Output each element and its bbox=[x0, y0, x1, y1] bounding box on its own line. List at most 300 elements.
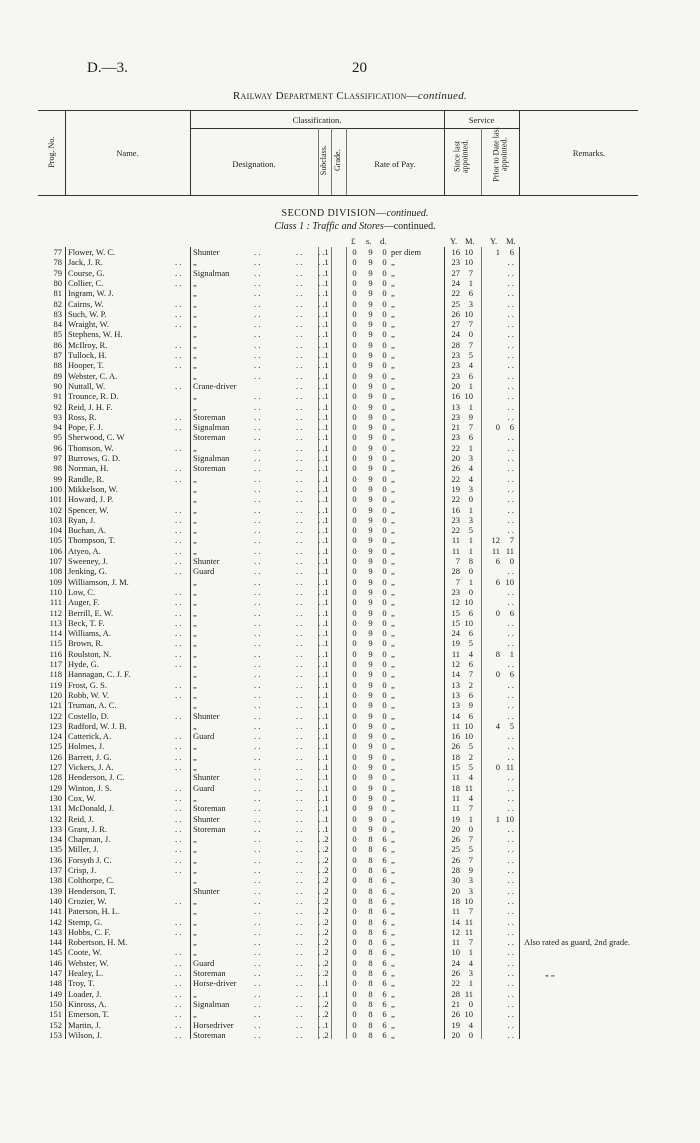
cell-designation-leader: . . bbox=[254, 710, 261, 721]
cell-rate-pounds: 0 bbox=[352, 401, 357, 412]
cell-name: Burrows, G. D. bbox=[68, 453, 121, 463]
cell-prog-no: 81 bbox=[53, 288, 62, 299]
cell-designation-leader: . . bbox=[254, 895, 261, 906]
cell-designation: „ bbox=[193, 988, 197, 999]
cell-name: Paterson, H. L. bbox=[68, 906, 120, 917]
cell-subclass: 1 bbox=[324, 576, 329, 587]
cell-since-months: 6 bbox=[468, 288, 473, 299]
cell-rate-unit: „ bbox=[391, 895, 395, 906]
cell-designation-leader: . . bbox=[254, 762, 261, 772]
cell-rate-pounds: 0 bbox=[352, 566, 357, 577]
cell-prior-months: . . bbox=[507, 998, 514, 1009]
cell-rate-pence: 6 bbox=[382, 916, 387, 927]
cell-rate-shillings: 8 bbox=[368, 875, 373, 886]
cell-designation-leader: . . bbox=[254, 978, 261, 989]
cell-designation-leader: . . bbox=[254, 288, 261, 299]
cell-designation-leader: . . bbox=[318, 638, 325, 649]
cell-designation-leader: . . bbox=[318, 844, 325, 855]
cell-since-years: 15 bbox=[451, 762, 460, 772]
cell-prior-years: 6 bbox=[495, 576, 500, 587]
cell-rate-pence: 6 bbox=[382, 988, 387, 999]
cell-designation-leader: . . bbox=[296, 957, 303, 968]
cell-name-leader: . . bbox=[175, 473, 182, 484]
cell-since-months: 3 bbox=[468, 483, 473, 494]
cell-rate-pence: 6 bbox=[382, 844, 387, 855]
cell-designation: „ bbox=[193, 525, 197, 536]
cell-subclass: 1 bbox=[324, 411, 329, 422]
cell-designation-leader: . . bbox=[318, 689, 325, 700]
cell-rate-unit: „ bbox=[391, 648, 395, 659]
cell-since-months: 1 bbox=[468, 504, 473, 515]
cell-rate-shillings: 9 bbox=[368, 689, 373, 700]
cell-rate-unit: „ bbox=[391, 288, 395, 299]
cell-subclass: 1 bbox=[324, 483, 329, 494]
cell-rate-pounds: 0 bbox=[352, 700, 357, 711]
cell-prior-months: . . bbox=[507, 731, 514, 742]
cell-rate-pence: 6 bbox=[382, 854, 387, 865]
cell-name-leader: . . bbox=[175, 257, 182, 268]
cell-subclass: 2 bbox=[324, 865, 329, 875]
cell-rate-shillings: 9 bbox=[368, 607, 373, 618]
cell-rate-unit: „ bbox=[391, 710, 395, 721]
cell-designation-leader: . . bbox=[296, 319, 303, 330]
cell-rate-shillings: 9 bbox=[368, 823, 373, 834]
cell-designation-leader: . . bbox=[318, 978, 325, 989]
cell-rate-pounds: 0 bbox=[352, 545, 357, 556]
cell-rate-pounds: 0 bbox=[352, 298, 357, 309]
cell-prior-months: . . bbox=[507, 298, 514, 309]
cell-prog-no: 148 bbox=[49, 978, 62, 989]
cell-rate-unit: „ bbox=[391, 319, 395, 330]
cell-designation-leader: . . bbox=[318, 854, 325, 865]
cell-rate-pounds: 0 bbox=[352, 689, 357, 700]
cell-since-months: 6 bbox=[468, 710, 473, 721]
table-row bbox=[0, 700, 700, 710]
cell-prog-no: 95 bbox=[53, 432, 62, 443]
classification-rule bbox=[190, 128, 444, 129]
cell-prog-no: 108 bbox=[49, 566, 62, 577]
cell-rate-pounds: 0 bbox=[352, 525, 357, 536]
cell-designation-leader: . . bbox=[254, 885, 261, 896]
cell-prog-no: 96 bbox=[53, 442, 62, 453]
cell-designation: „ bbox=[193, 391, 197, 402]
table-row bbox=[0, 958, 700, 968]
cell-designation-leader: . . bbox=[318, 710, 325, 721]
cell-since-years: 22 bbox=[451, 978, 460, 989]
cell-name: Barrett, J. G. bbox=[68, 751, 112, 762]
cell-prior-months: 7 bbox=[509, 535, 514, 546]
cell-rate-pence: 0 bbox=[382, 350, 387, 360]
cell-name-leader: . . bbox=[175, 741, 182, 752]
unit-years-since: Y. bbox=[450, 236, 458, 246]
cell-rate-pounds: 0 bbox=[352, 1019, 357, 1030]
cell-designation: „ bbox=[193, 916, 197, 927]
cell-subclass: 2 bbox=[324, 998, 329, 1009]
cell-rate-pence: 0 bbox=[382, 762, 387, 772]
cell-subclass: 1 bbox=[324, 535, 329, 546]
cell-designation-leader: . . bbox=[318, 401, 325, 412]
cell-prog-no: 136 bbox=[49, 854, 62, 865]
cell-since-months: 5 bbox=[468, 762, 473, 772]
cell-subclass: 1 bbox=[324, 380, 329, 391]
table-row bbox=[0, 422, 700, 432]
cell-name: Williams, A. bbox=[68, 628, 111, 639]
cell-designation-leader: . . bbox=[296, 360, 303, 371]
cell-rate-pounds: 0 bbox=[352, 947, 357, 958]
cell-since-years: 18 bbox=[451, 751, 460, 762]
cell-designation-leader: . . bbox=[254, 473, 261, 484]
cell-since-months: 0 bbox=[468, 494, 473, 505]
cell-prior-months: . . bbox=[507, 885, 514, 896]
cell-prog-no: 115 bbox=[49, 638, 62, 649]
cell-rate-unit: „ bbox=[391, 968, 395, 978]
table-row bbox=[0, 566, 700, 576]
cell-prog-no: 153 bbox=[49, 1029, 62, 1040]
cell-name-leader: . . bbox=[175, 350, 182, 360]
cell-prior-months: . . bbox=[507, 401, 514, 412]
cell-rate-pounds: 0 bbox=[352, 720, 357, 731]
table-row bbox=[0, 906, 700, 916]
cell-since-months: 1 bbox=[468, 545, 473, 556]
cell-rate-pounds: 0 bbox=[352, 391, 357, 402]
cell-rate-unit: „ bbox=[391, 566, 395, 577]
cell-name-leader: . . bbox=[175, 782, 182, 793]
cell-designation: „ bbox=[193, 576, 197, 587]
cell-rate-shillings: 9 bbox=[368, 751, 373, 762]
cell-subclass: 2 bbox=[324, 854, 329, 865]
cell-designation-leader: . . bbox=[296, 751, 303, 762]
cell-designation-leader: . . bbox=[296, 617, 303, 628]
cell-rate-pence: 0 bbox=[382, 329, 387, 340]
cell-since-years: 19 bbox=[451, 638, 460, 649]
cell-prog-no: 149 bbox=[49, 988, 62, 999]
cell-designation-leader: . . bbox=[318, 298, 325, 309]
cell-since-months: 0 bbox=[468, 586, 473, 597]
cell-name: Radford, W. J. B. bbox=[68, 720, 127, 731]
cell-designation-leader: . . bbox=[296, 411, 303, 422]
cell-designation: „ bbox=[193, 751, 197, 762]
cell-rate-pounds: 0 bbox=[352, 844, 357, 855]
cell-prog-no: 134 bbox=[49, 834, 62, 845]
cell-since-months: 11 bbox=[464, 916, 473, 927]
cell-prior-months: . . bbox=[507, 782, 514, 793]
cell-rate-pounds: 0 bbox=[352, 710, 357, 721]
cell-since-years: 11 bbox=[451, 648, 460, 659]
cell-rate-pence: 0 bbox=[382, 483, 387, 494]
cell-rate-shillings: 8 bbox=[368, 916, 373, 927]
cell-designation-leader: . . bbox=[254, 401, 261, 412]
cell-since-years: 11 bbox=[451, 792, 460, 803]
cell-name-leader: . . bbox=[175, 442, 182, 453]
cell-prior-months: 11 bbox=[505, 762, 514, 772]
cell-subclass: 1 bbox=[324, 751, 329, 762]
cell-rate-shillings: 8 bbox=[368, 844, 373, 855]
cell-rate-unit: „ bbox=[391, 844, 395, 855]
cell-rate-shillings: 9 bbox=[368, 329, 373, 340]
cell-designation-leader: . . bbox=[296, 432, 303, 443]
cell-designation-leader: . . bbox=[296, 638, 303, 649]
cell-subclass: 2 bbox=[324, 1029, 329, 1040]
cell-rate-pounds: 0 bbox=[352, 586, 357, 597]
cell-designation-leader: . . bbox=[254, 535, 261, 546]
cell-designation: „ bbox=[193, 401, 197, 412]
cell-since-months: 3 bbox=[468, 514, 473, 525]
cell-prior-months: . . bbox=[507, 504, 514, 515]
cell-name-leader: . . bbox=[175, 463, 182, 474]
cell-designation-leader: . . bbox=[296, 916, 303, 927]
cell-since-years: 16 bbox=[451, 247, 460, 257]
cell-designation-leader: . . bbox=[254, 494, 261, 505]
cell-subclass: 1 bbox=[324, 597, 329, 608]
cell-rate-shillings: 9 bbox=[368, 463, 373, 474]
cell-prior-months: . . bbox=[507, 586, 514, 597]
cell-designation-leader: . . bbox=[318, 823, 325, 834]
cell-rate-pence: 6 bbox=[382, 1029, 387, 1040]
cell-designation-leader: . . bbox=[254, 628, 261, 639]
cell-name: Thomson, W. bbox=[68, 442, 114, 453]
cell-prog-no: 92 bbox=[53, 401, 62, 412]
cell-subclass: 1 bbox=[324, 545, 329, 556]
cell-prog-no: 91 bbox=[53, 391, 62, 402]
cell-prog-no: 130 bbox=[49, 792, 62, 803]
cell-since-years: 16 bbox=[451, 391, 460, 402]
cell-designation-leader: . . bbox=[296, 844, 303, 855]
cell-since-months: 10 bbox=[464, 257, 473, 268]
cell-rate-shillings: 9 bbox=[368, 288, 373, 299]
cell-designation: „ bbox=[193, 700, 197, 711]
cell-name: Cairns, W. bbox=[68, 298, 104, 309]
cell-prog-no: 147 bbox=[49, 968, 62, 978]
division-heading-text: SECOND DIVISION— bbox=[281, 208, 387, 219]
cell-rate-unit: „ bbox=[391, 308, 395, 319]
cell-rate-pence: 0 bbox=[382, 463, 387, 474]
cell-prior-months: . . bbox=[507, 710, 514, 721]
cell-designation: „ bbox=[193, 906, 197, 917]
cell-name: Emerson, T. bbox=[68, 1009, 109, 1020]
cell-rate-shillings: 9 bbox=[368, 247, 373, 257]
cell-rate-shillings: 9 bbox=[368, 257, 373, 268]
cell-since-years: 10 bbox=[451, 947, 460, 958]
cell-rate-pence: 6 bbox=[382, 998, 387, 1009]
cell-rate-pence: 6 bbox=[382, 947, 387, 958]
cell-name-leader: . . bbox=[175, 731, 182, 742]
cell-rate-unit: „ bbox=[391, 339, 395, 350]
cell-prog-no: 87 bbox=[53, 350, 62, 360]
cell-name: Jenking, G. bbox=[68, 566, 107, 577]
cell-name: Auger, F. bbox=[68, 597, 100, 608]
cell-designation-leader: . . bbox=[254, 298, 261, 309]
cell-name: Norman, H. bbox=[68, 463, 109, 474]
cell-prior-months: . . bbox=[507, 525, 514, 536]
cell-rate-pence: 0 bbox=[382, 638, 387, 649]
cell-rate-shillings: 9 bbox=[368, 803, 373, 814]
cell-name-leader: . . bbox=[175, 648, 182, 659]
cell-prior-months: . . bbox=[507, 638, 514, 649]
cell-subclass: 1 bbox=[324, 288, 329, 299]
cell-prog-no: 77 bbox=[53, 247, 62, 257]
cell-designation-leader: . . bbox=[296, 823, 303, 834]
cell-prior-months: . . bbox=[507, 566, 514, 577]
cell-rate-shillings: 9 bbox=[368, 277, 373, 288]
cell-rate-pounds: 0 bbox=[352, 751, 357, 762]
cell-since-months: 4 bbox=[468, 792, 473, 803]
cell-rate-pounds: 0 bbox=[352, 257, 357, 268]
cell-subclass: 1 bbox=[324, 514, 329, 525]
cell-prior-months: . . bbox=[507, 803, 514, 814]
cell-rate-pounds: 0 bbox=[352, 380, 357, 391]
cell-since-years: 20 bbox=[451, 885, 460, 896]
header-prior-to-date: Prior to Date last appointed. bbox=[491, 127, 509, 182]
cell-since-years: 24 bbox=[451, 329, 460, 340]
cell-name: Healey, L. bbox=[68, 968, 104, 978]
cell-designation: „ bbox=[193, 360, 197, 371]
cell-name: Webster, W. bbox=[68, 957, 109, 968]
cell-rate-shillings: 9 bbox=[368, 422, 373, 433]
cell-designation-leader: . . bbox=[254, 597, 261, 608]
cell-designation-leader: . . bbox=[254, 823, 261, 834]
cell-subclass: 1 bbox=[324, 782, 329, 793]
cell-subclass: 1 bbox=[324, 247, 329, 257]
cell-name-leader: . . bbox=[175, 319, 182, 330]
cell-rate-shillings: 9 bbox=[368, 370, 373, 381]
cell-subclass: 1 bbox=[324, 813, 329, 824]
cell-name-leader: . . bbox=[175, 1029, 182, 1040]
cell-designation: „ bbox=[193, 339, 197, 350]
table-row bbox=[0, 834, 700, 844]
cell-prog-no: 131 bbox=[49, 803, 62, 814]
cell-subclass: 2 bbox=[324, 947, 329, 958]
cell-designation: Shunter bbox=[193, 710, 220, 721]
cell-prior-months: . . bbox=[507, 957, 514, 968]
cell-rate-pounds: 0 bbox=[352, 617, 357, 628]
cell-designation-leader: . . bbox=[254, 267, 261, 278]
cell-rate-pence: 0 bbox=[382, 648, 387, 659]
cell-rate-shillings: 9 bbox=[368, 504, 373, 515]
table-row bbox=[0, 577, 700, 587]
cell-prog-no: 78 bbox=[53, 257, 62, 268]
cell-designation-leader: . . bbox=[296, 772, 303, 783]
cell-designation: „ bbox=[193, 257, 197, 268]
cell-rate-shillings: 8 bbox=[368, 947, 373, 958]
cell-prog-no: 98 bbox=[53, 463, 62, 474]
cell-rate-shillings: 9 bbox=[368, 339, 373, 350]
cell-designation: „ bbox=[193, 494, 197, 505]
cell-designation-leader: . . bbox=[318, 968, 325, 978]
cell-prior-months: . . bbox=[507, 1029, 514, 1040]
cell-name-leader: . . bbox=[175, 411, 182, 422]
cell-designation: Storeman bbox=[193, 411, 226, 422]
cell-since-years: 11 bbox=[451, 906, 460, 917]
cell-rate-pounds: 0 bbox=[352, 370, 357, 381]
cell-rate-shillings: 8 bbox=[368, 865, 373, 875]
cell-designation: Crane-driver bbox=[193, 380, 237, 391]
cell-designation-leader: . . bbox=[296, 947, 303, 958]
cell-designation-leader: . . bbox=[254, 1019, 261, 1030]
cell-rate-pounds: 0 bbox=[352, 442, 357, 453]
cell-designation-leader: . . bbox=[318, 1019, 325, 1030]
cell-prog-no: 99 bbox=[53, 473, 62, 484]
cell-prog-no: 128 bbox=[49, 772, 62, 783]
table-row bbox=[0, 278, 700, 288]
cell-prog-no: 142 bbox=[49, 916, 62, 927]
cell-rate-pence: 0 bbox=[382, 494, 387, 505]
cell-since-months: 7 bbox=[468, 906, 473, 917]
cell-prog-no: 100 bbox=[49, 483, 62, 494]
cell-name: Webster, C. A. bbox=[68, 370, 118, 381]
cell-designation-leader: . . bbox=[318, 885, 325, 896]
cell-prior-months: . . bbox=[507, 895, 514, 906]
cell-designation-leader: . . bbox=[296, 782, 303, 793]
cell-since-years: 27 bbox=[451, 267, 460, 278]
cell-designation: Shunter bbox=[193, 772, 220, 783]
cell-since-months: 4 bbox=[468, 648, 473, 659]
cell-prior-months: . . bbox=[507, 380, 514, 391]
cell-since-months: 10 bbox=[464, 731, 473, 742]
cell-designation-leader: . . bbox=[318, 669, 325, 680]
cell-designation-leader: . . bbox=[254, 514, 261, 525]
cell-designation: „ bbox=[193, 607, 197, 618]
cell-rate-unit: „ bbox=[391, 350, 395, 360]
cell-designation-leader: . . bbox=[254, 545, 261, 556]
cell-prior-months: . . bbox=[507, 1009, 514, 1020]
cell-rate-pounds: 0 bbox=[352, 865, 357, 875]
cell-rate-unit: „ bbox=[391, 865, 395, 875]
cell-rate-unit: „ bbox=[391, 854, 395, 865]
table-row bbox=[0, 381, 700, 391]
cell-since-months: 5 bbox=[468, 350, 473, 360]
cell-rate-shillings: 8 bbox=[368, 957, 373, 968]
cell-rate-shillings: 9 bbox=[368, 586, 373, 597]
cell-designation-leader: . . bbox=[296, 535, 303, 546]
cell-since-years: 11 bbox=[451, 535, 460, 546]
cell-designation-leader: . . bbox=[296, 885, 303, 896]
cell-subclass: 1 bbox=[324, 442, 329, 453]
cell-since-months: 11 bbox=[464, 782, 473, 793]
cell-since-years: 25 bbox=[451, 844, 460, 855]
cell-prior-months: . . bbox=[507, 926, 514, 937]
cell-subclass: 1 bbox=[324, 556, 329, 566]
cell-rate-unit: „ bbox=[391, 916, 395, 927]
cell-designation: „ bbox=[193, 844, 197, 855]
table-row bbox=[0, 453, 700, 463]
cell-rate-unit: „ bbox=[391, 772, 395, 783]
cell-rate-pounds: 0 bbox=[352, 741, 357, 752]
cell-name: Course, G. bbox=[68, 267, 105, 278]
cell-rate-shillings: 8 bbox=[368, 1029, 373, 1040]
cell-rate-shillings: 9 bbox=[368, 731, 373, 742]
cell-name: Kinross, A. bbox=[68, 998, 107, 1009]
cell-designation-leader: . . bbox=[318, 267, 325, 278]
cell-since-years: 11 bbox=[451, 937, 460, 948]
table-row bbox=[0, 288, 700, 298]
cell-since-months: 2 bbox=[468, 751, 473, 762]
table-row bbox=[0, 762, 700, 772]
cell-prog-no: 112 bbox=[49, 607, 62, 618]
table-row bbox=[0, 783, 700, 793]
cell-rate-pence: 0 bbox=[382, 792, 387, 803]
cell-designation-leader: . . bbox=[254, 411, 261, 422]
cell-designation-leader: . . bbox=[296, 762, 303, 772]
table-row bbox=[0, 484, 700, 494]
cell-rate-shillings: 9 bbox=[368, 350, 373, 360]
header-bottom-rule bbox=[38, 195, 638, 196]
cell-rate-unit: „ bbox=[391, 885, 395, 896]
cell-designation-leader: . . bbox=[296, 257, 303, 268]
cell-rate-unit: „ bbox=[391, 700, 395, 711]
cell-since-months: 8 bbox=[468, 556, 473, 566]
cell-rate-pounds: 0 bbox=[352, 277, 357, 288]
cell-rate-shillings: 9 bbox=[368, 401, 373, 412]
